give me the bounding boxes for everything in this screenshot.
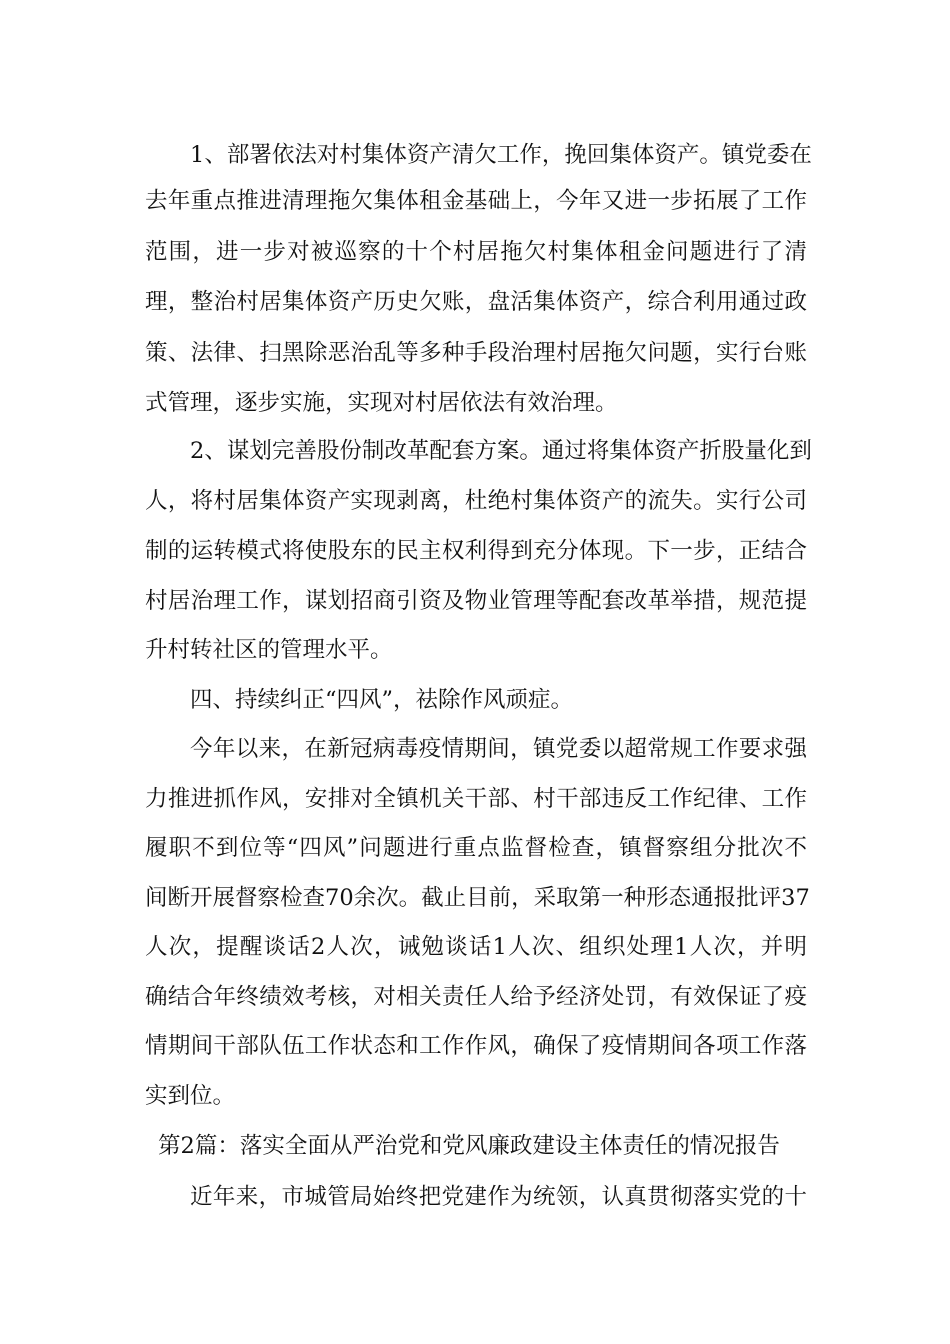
paragraph-2-line-3: 制的运转模式将使股东的民主权利得到充分体现。下一步，正结合	[145, 538, 807, 564]
paragraph-1-line-4: 理，整治村居集体资产历史欠账，盘活集体资产，综合利用通过政	[145, 289, 807, 315]
paragraph-2-line-4: 村居治理工作，谋划招商引资及物业管理等配套改革举措，规范提	[145, 588, 807, 614]
paragraph-4-line-1: 近年来，市城管局始终把党建作为统领，认真贯彻落实党的十	[190, 1184, 807, 1210]
paragraph-1-line-3: 范围，进一步对被巡察的十个村居拖欠村集体租金问题进行了清	[145, 239, 807, 265]
paragraph-1-line-6: 式管理，逐步实施，实现对村居依法有效治理。	[145, 390, 618, 416]
paragraph-1-line-1: 1、部署依法对村集体资产清欠工作，挽回集体资产。镇党委在	[190, 142, 812, 168]
paragraph-1-line-2: 去年重点推进清理拖欠集体租金基础上，今年又进一步拓展了工作	[145, 188, 807, 214]
paragraph-3-line-6: 确结合年终绩效考核，对相关责任人给予经济处罚，有效保证了疫	[145, 984, 807, 1010]
section-heading-four: 四、持续纠正“四风”，祛除作风顽症。	[190, 687, 574, 713]
paragraph-2-line-2: 人，将村居集体资产实现剥离，杜绝村集体资产的流失。实行公司	[145, 488, 807, 514]
article-2-title: 第2篇：落实全面从严治党和党风廉政建设主体责任的情况报告	[158, 1133, 780, 1159]
paragraph-3-line-8: 实到位。	[145, 1083, 236, 1109]
paragraph-2-line-1: 2、谋划完善股份制改革配套方案。通过将集体资产折股量化到	[190, 438, 812, 464]
paragraph-3-line-5: 人次，提醒谈话2人次，诫勉谈话1人次、组织处理1人次，并明	[145, 934, 807, 960]
paragraph-3-line-3: 履职不到位等“四风”问题进行重点监督检查，镇督察组分批次不	[145, 835, 807, 861]
paragraph-3-line-2: 力推进抓作风，安排对全镇机关干部、村干部违反工作纪律、工作	[145, 786, 807, 812]
paragraph-3-line-7: 情期间干部队伍工作状态和工作作风，确保了疫情期间各项工作落	[145, 1033, 807, 1059]
paragraph-2-line-5: 升村转社区的管理水平。	[145, 637, 393, 663]
paragraph-3-line-4: 间断开展督察检查70余次。截止目前，采取第一种形态通报批评37	[145, 885, 810, 911]
paragraph-1-line-5: 策、法律、扫黑除恶治乱等多种手段治理村居拖欠问题，实行台账	[145, 340, 807, 366]
paragraph-3-line-1: 今年以来，在新冠病毒疫情期间，镇党委以超常规工作要求强	[190, 736, 807, 762]
